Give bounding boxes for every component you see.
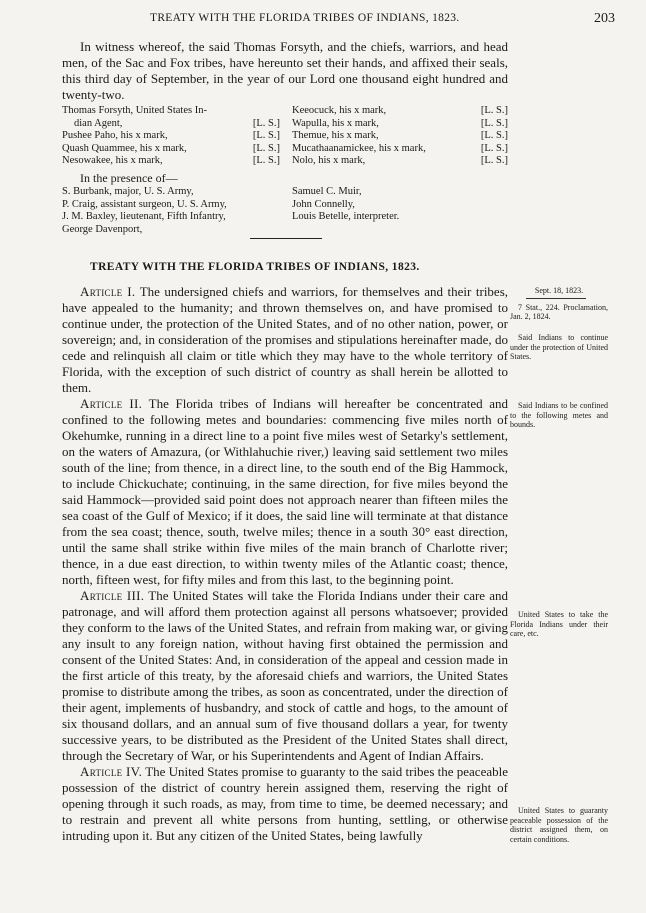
margin-note-text: Said Indians to continue under the protection of United States. xyxy=(510,333,608,361)
article-2 xyxy=(62,396,508,588)
margin-note-date-block xyxy=(510,286,608,322)
signatory-row xyxy=(292,130,508,143)
signatory-name: Nolo, his x mark, xyxy=(292,155,366,166)
seal-mark: [L. S.] xyxy=(252,155,280,166)
witness-name: Samuel C. Muir, xyxy=(292,186,362,197)
treaty-title: TREATY WITH THE FLORIDA TRIBES OF INDIANS, 1823. xyxy=(90,261,420,273)
article-text: The United States promise to guaranty to the said tribes the peaceable possession of the district of country herein assigned them, reserving the right of opening through it such roads, as may, from time to time, be deemed necessary; and to restrain and prevent all white persons from hunting, settling, or otherwise intruding upon it. But any citizen of the United States, being lawfully xyxy=(62,764,509,843)
signatory-row xyxy=(292,143,508,156)
witness-name: J. M. Baxley, lieutenant, Fifth Infantry, xyxy=(62,211,226,222)
witness-name: P. Craig, assistant surgeon, U. S. Army, xyxy=(62,198,227,210)
seal-mark: [L. S.] xyxy=(252,130,280,141)
seal-mark: [L. S.] xyxy=(252,142,280,154)
signatory-name: dian Agent, xyxy=(74,117,123,129)
signatory-row xyxy=(62,130,280,143)
signatory-row xyxy=(292,118,508,131)
article-4 xyxy=(62,764,508,844)
witnesses-left-column xyxy=(62,186,292,236)
seal-mark: [L. S.] xyxy=(480,142,508,154)
signatory-row xyxy=(62,105,280,118)
article-text: The Florida tribes of Indians will hereafter be concentrated and confined to the following metes and boundaries: commencing five miles north of Okehumke, running in a direct line to a point five miles west of Setarky's settlement, on the waters of Amazura, (or Withlahuchie river,) leaving said settlement two miles south of the line; from thence, in a direct line, to the south end of the Big Hammock, to include Chickuchate; continuing, in the same direction, for five miles beyond the said Hammock—provided said point does not approach nearer than fifteen miles the sea coast of the Gulf of Mexico; if it does, the said line will terminate at that distance from the sea coast; thence, south, twelve miles; thence in a south 30° east direction, until the same shall strike within five miles of the main branch of Charlotte river; thence, in a due east direction, to within twenty miles of the Atlantic coast; thence, north, fifteen west, for fifty miles and from this last, to the beginning point. xyxy=(62,396,509,587)
margin-note-text: United States to guaranty peaceable possession of the district assigned them, on certain conditions. xyxy=(510,806,608,844)
margin-rule xyxy=(526,298,586,299)
witness-name: Louis Betelle, interpreter. xyxy=(292,211,400,222)
margin-citation: 7 Stat., 224. Proclamation, Jan. 2, 1824. xyxy=(510,302,608,321)
margin-note-1 xyxy=(510,333,608,362)
seal-mark: [L. S.] xyxy=(480,105,508,116)
article-label: Article I. xyxy=(80,284,136,299)
article-label: Article IV. xyxy=(80,764,143,779)
seal-mark: [L. S.] xyxy=(480,155,508,166)
margin-date: Sept. 18, 1823. xyxy=(534,286,584,295)
witness-name: George Davenport, xyxy=(62,223,143,235)
seal-mark: [L. S.] xyxy=(480,130,508,141)
witness-text: In witness whereof, the said Thomas Forsyth, and the chiefs, warriors, and head men, of the Sac and Fox tribes, have hereunto set their hands, and affixed their seals, this third day of September, in the year of our Lord one thousand eight hundred and twenty-two. xyxy=(62,39,508,102)
presence-heading: In the presence of— xyxy=(80,171,178,185)
witness-name: S. Burbank, major, U. S. Army, xyxy=(62,186,194,197)
signatories-left-column xyxy=(62,105,280,168)
margin-note-text: United States to take the Florida Indians under their care, etc. xyxy=(510,610,608,638)
article-text: The United States will take the Florida Indians under their care and patronage, and will afford them protection against all persons whatsoever; provided they conform to the laws of the United States, and refrain from making war, or giving any insult to any foreign nation, without having first obtained the permission and consent of the United States: And, in consideration of the appeal and cession made in the first article of this treaty, by the aforesaid chiefs and warriors, the United States promise to distribute among the tribes, as soon as concentrated, under the direction of their agent, implements of husbandry, and stock of cattle and hogs, to the amount of six thousand dollars, and an annual sum of five thousand dollars a year, for twenty successive years, to be distributed as the President of the United States shall direct, through the Secretary of War, or his Superintendents and Agent of Indian Affairs. xyxy=(62,588,509,763)
signatory-row xyxy=(292,155,508,168)
running-title: TREATY WITH THE FLORIDA TRIBES OF INDIANS, 1823. xyxy=(150,12,460,24)
signatory-name: Thomas Forsyth, United States In- xyxy=(62,105,207,116)
margin-note-text: Said Indians to be confined to the following metes and bounds. xyxy=(510,401,608,429)
signatories-right-column xyxy=(292,105,508,168)
signatory-name: Pushee Paho, his x mark, xyxy=(62,130,168,141)
signatory-row xyxy=(62,118,280,131)
signatory-name: Nesowakee, his x mark, xyxy=(62,155,163,166)
signatory-name: Quash Quammee, his x mark, xyxy=(62,142,187,154)
article-text: The undersigned chiefs and warriors, for themselves and their tribes, have appealed to the humanity; and thrown themselves on, and have promised to continue under, the protection of the United States, and of no other nation, power, or sovereign; and, in consideration of the promises and stipulations hereinafter made, do cede and relinquish all claim or title which they may have to the whole territory of Florida, with the exception of such district of country as shall herein be allotted to them. xyxy=(62,284,509,395)
signatory-row xyxy=(292,105,508,118)
margin-note-3 xyxy=(510,610,608,639)
page-number: 203 xyxy=(594,11,615,26)
article-label: Article III. xyxy=(80,588,145,603)
section-divider xyxy=(250,238,322,239)
witness-name: John Connelly, xyxy=(292,198,355,210)
signatory-name: Mucathaanamickee, his x mark, xyxy=(292,142,426,154)
articles-body xyxy=(62,284,508,844)
signatory-name: Themue, his x mark, xyxy=(292,130,379,141)
seal-mark: [L. S.] xyxy=(480,117,508,129)
article-1 xyxy=(62,284,508,396)
article-label: Article II. xyxy=(80,396,143,411)
signatory-row xyxy=(62,143,280,156)
margin-note-4 xyxy=(510,806,608,844)
seal-mark: [L. S.] xyxy=(252,117,280,129)
margin-note-2 xyxy=(510,401,608,430)
signatory-name: Wapulla, his x mark, xyxy=(292,117,379,129)
article-3 xyxy=(62,588,508,764)
witnesses-right-column xyxy=(292,186,508,224)
signatory-name: Keeocuck, his x mark, xyxy=(292,105,387,116)
witness-paragraph xyxy=(62,39,508,103)
signatory-row xyxy=(62,155,280,168)
